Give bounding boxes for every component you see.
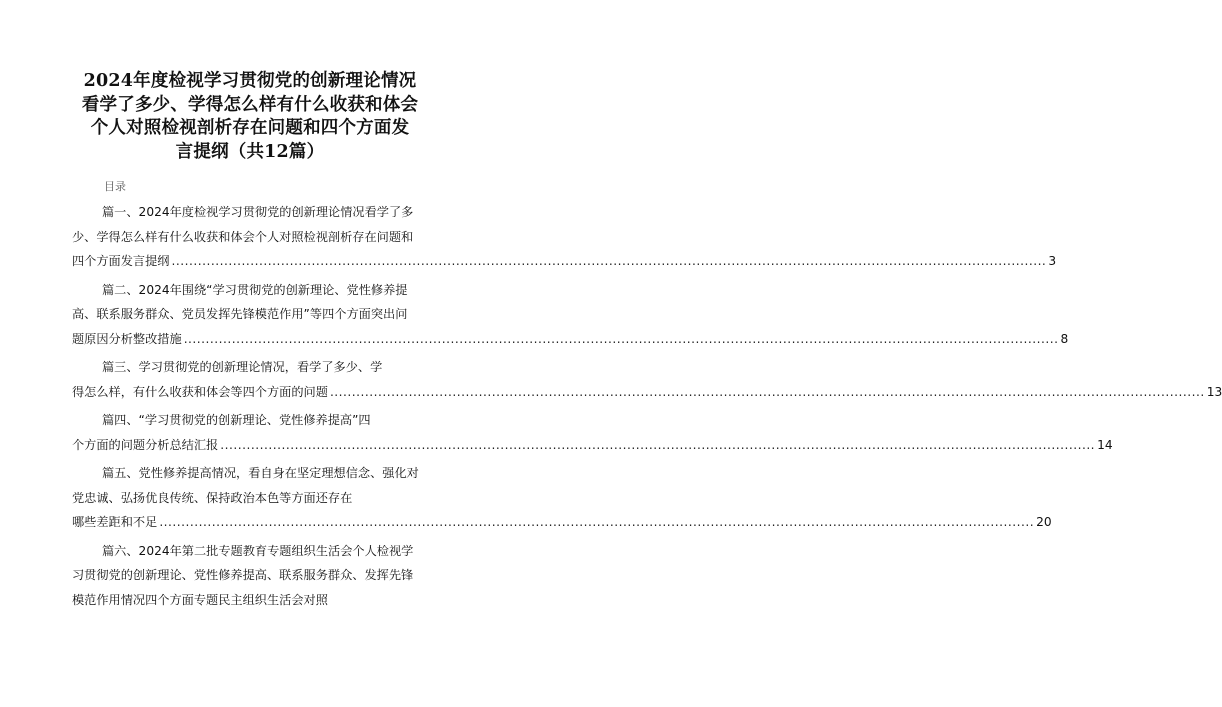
toc-entry[interactable] <box>72 203 1057 277</box>
toc-entry-text: 题原因分析整改措施 <box>72 331 182 346</box>
toc-entry-line <box>72 358 432 383</box>
toc-entry-line <box>72 542 432 567</box>
toc-entry-text: 高、联系服务群众、党员发挥先锋模范作用”等四个方面突出问 <box>72 307 408 321</box>
toc-entry-line <box>72 305 432 330</box>
toc-entry-text: 哪些差距和不足 <box>72 515 158 529</box>
toc-entry-line <box>72 383 1222 408</box>
toc-entry-text: 篇二、2024年围绕“学习贯彻党的创新理论、党性修养提 <box>102 282 408 297</box>
toc-entry-text: 篇五、党性修养提高情况，看自身在坚定理想信念、强化对 <box>102 466 419 480</box>
title-line: 2024年度检视学习贯彻党的创新理论情况 <box>83 71 417 91</box>
toc-entry-line <box>72 489 432 514</box>
dot-leader: ........................................................................................................................................................................................................ <box>183 331 1059 346</box>
toc-page-number: 14 <box>1097 437 1113 452</box>
toc-page-number: 3 <box>1048 254 1057 268</box>
title-line: 个人对照检视剖析存在问题和四个方面发 <box>90 118 410 138</box>
toc-entry-text: 四个方面发言提纲 <box>72 254 170 268</box>
toc-entry-text: 少、学得怎么样有什么收获和体会个人对照检视剖析存在问题和 <box>72 229 414 244</box>
toc-entry-line <box>72 436 1113 461</box>
toc-entry-text: 篇六、2024年第二批专题教育专题组织生活会个人检视学 <box>102 543 414 558</box>
toc-entry-text: 篇三、学习贯彻党的创新理论情况，看学了多少、学 <box>102 360 383 374</box>
dot-leader: ........................................................................................................................................................................................................ <box>171 254 1047 268</box>
toc-page-number: 13 <box>1206 384 1222 399</box>
dot-leader: ........................................................................................................................................................................................................ <box>329 384 1205 399</box>
toc-entry-text: 习贯彻党的创新理论、党性修养提高、联系服务群众、发挥先锋 <box>72 568 414 582</box>
toc-entry-text: 篇一、2024年度检视学习贯彻党的创新理论情况看学了多 <box>102 205 414 219</box>
toc-entry-text: 篇四、“学习贯彻党的创新理论、党性修养提高”四 <box>102 413 371 427</box>
toc-entry-line <box>72 513 1052 538</box>
toc-entry-line <box>72 203 432 228</box>
toc-entry[interactable] <box>72 358 1222 407</box>
toc-entry[interactable] <box>72 281 1069 355</box>
toc-entry-text: 个方面的问题分析总结汇报 <box>72 437 219 452</box>
toc-entry-line <box>72 566 432 591</box>
toc-entry-text: 模范作用情况四个方面专题民主组织生活会对照 <box>72 592 328 607</box>
title-line: 言提纲（共12篇） <box>175 141 325 162</box>
toc-list <box>72 203 1222 619</box>
toc-page-number: 20 <box>1036 515 1052 529</box>
document-title <box>40 70 460 164</box>
toc-page-number: 8 <box>1060 331 1069 346</box>
toc-entry[interactable] <box>72 411 1113 460</box>
toc-entry[interactable] <box>72 464 1052 538</box>
toc-entry-line <box>72 252 1057 277</box>
toc-entry-line <box>72 591 432 616</box>
toc-entry-line <box>72 330 1069 355</box>
toc-entry-text: 党忠诚、弘扬优良传统、保持政治本色等方面还存在 <box>72 490 353 505</box>
dot-leader: ........................................................................................................................................................................................................ <box>159 515 1035 529</box>
toc-entry-line <box>72 411 432 436</box>
toc-entry-text: 得怎么样，有什么收获和体会等四个方面的问题 <box>72 384 328 399</box>
title-line: 看学了多少、学得怎么样有什么收获和体会 <box>81 94 419 115</box>
dot-leader: ........................................................................................................................................................................................................ <box>220 437 1096 452</box>
toc-entry-line <box>72 281 432 306</box>
toc-entry-line <box>72 228 432 253</box>
toc-heading: 目录 <box>104 180 126 193</box>
toc-entry-line <box>72 464 432 489</box>
toc-entry[interactable] <box>72 542 432 616</box>
